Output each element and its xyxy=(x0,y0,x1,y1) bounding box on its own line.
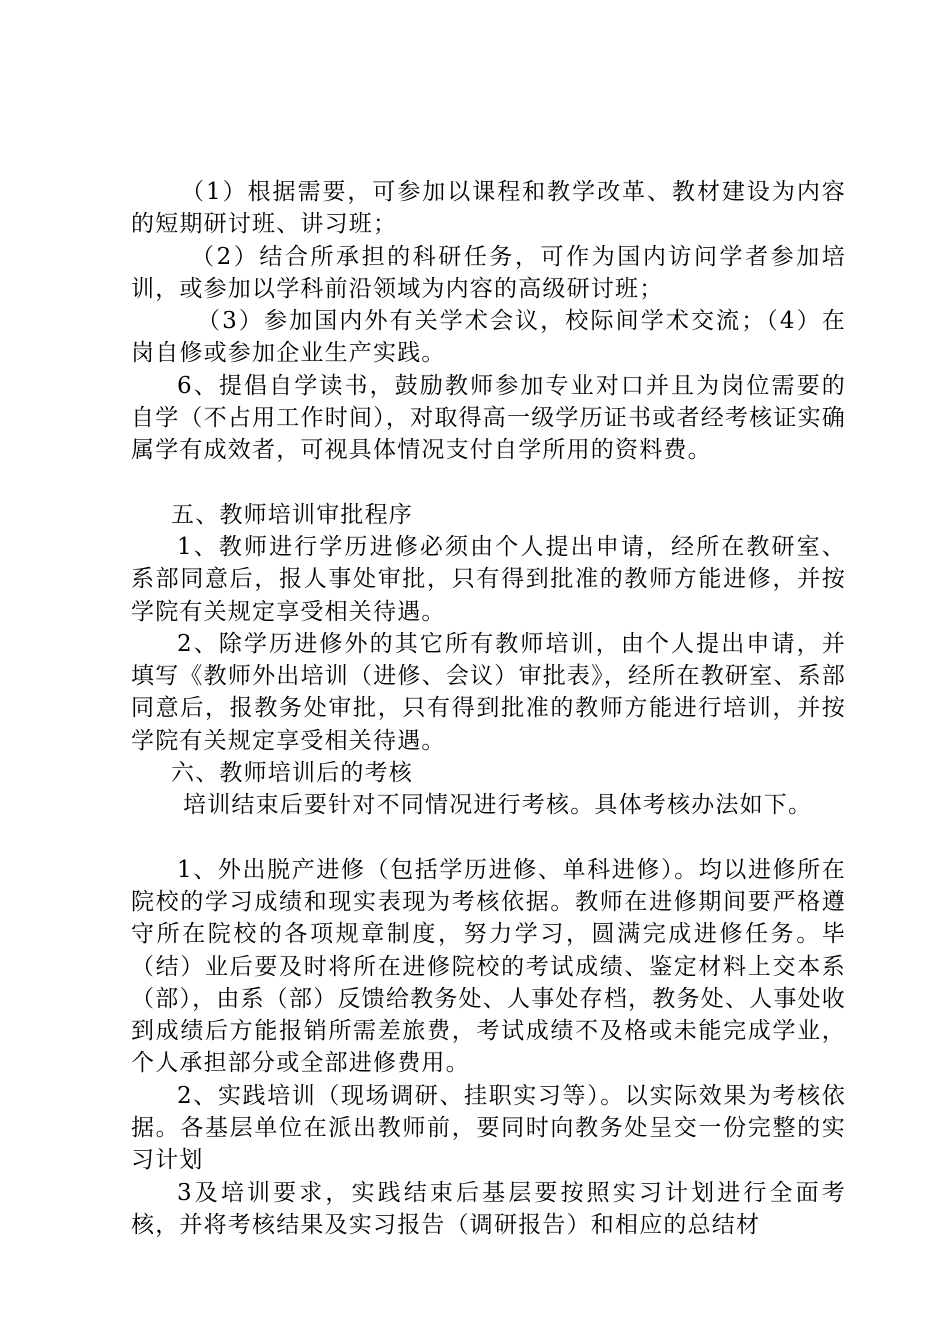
section-heading-6: 六、教师培训后的考核 xyxy=(171,760,413,787)
paragraph-gap xyxy=(131,467,846,499)
document-body xyxy=(131,176,846,1241)
paragraph-item-6: 6、提倡自学读书，鼓励教师参加专业对口并且为岗位需要的自学（不占用工作时间），对取得高一级学历证书或者经考核证实确属学有成效者，可视具体情况支付自学所用的资料费。 xyxy=(131,372,846,464)
paragraph-assessment-3: 3及培训要求，实践结束后基层要按照实习计划进行全面考核，并将考核结果及实习报告（调研报告）和相应的总结材 xyxy=(131,1179,846,1238)
paragraph-approval-1: 1、教师进行学历进修必须由个人提出申请，经所在教研室、系部同意后，报人事处审批，只有得到批准的教师方能进修，并按学院有关规定享受相关待遇。 xyxy=(131,533,846,625)
paragraph-assessment-intro: 培训结束后要针对不同情况进行考核。具体考核办法如下。 xyxy=(183,792,813,819)
paragraph-gap xyxy=(131,822,846,854)
paragraph-option-1: （1）根据需要，可参加以课程和教学改革、教材建设为内容的短期研讨班、讲习班； xyxy=(131,179,846,238)
paragraph-assessment-1: 1、外出脱产进修（包括学历进修、单科进修）。均以进修所在院校的学习成绩和现实表现为考核依据。教师在进修期间要严格遵守所在院校的各项规章制度，努力学习，圆满完成进修任务。毕（结）业后要及时将所在进修院校的考试成绩、鉴定材料上交本系（部），由系（部）反馈给教务处、人事处存档，教务处、人事处收到成绩后方能报销所需差旅费，考试成绩不及格或未能完成学业，个人承担部分或全部进修费用。 xyxy=(131,856,846,1077)
paragraph-approval-2: 2、除学历进修外的其它所有教师培训，由个人提出申请，并填写《教师外出培训（进修、会议）审批表》，经所在教研室、系部同意后，报教务处审批，只有得到批准的教师方能进行培训，并按学院有关规定享受相关待遇。 xyxy=(131,630,846,754)
paragraph-assessment-2: 2、实践培训（现场调研、挂职实习等）。以实际效果为考核依据。各基层单位在派出教师前，要同时向教务处呈交一份完整的实习计划 xyxy=(131,1082,846,1174)
paragraph-option-3-4: （3）参加国内外有关学术会议，校际间学术交流；（4）在岗自修或参加企业生产实践。 xyxy=(131,308,846,367)
section-heading-5: 五、教师培训审批程序 xyxy=(171,501,413,528)
paragraph-option-2: （2）结合所承担的科研任务，可作为国内访问学者参加培训，或参加以学科前沿领域为内容的高级研讨班； xyxy=(131,243,846,302)
